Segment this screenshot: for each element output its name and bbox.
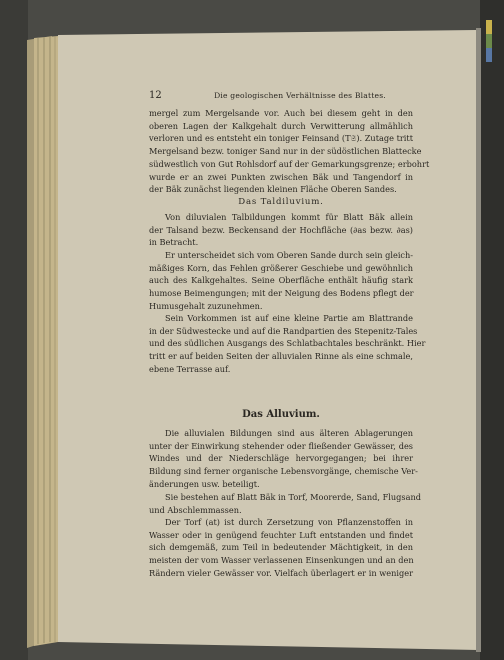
paragraph-7 xyxy=(149,516,413,580)
page-number: 12 xyxy=(149,90,162,101)
text-line: Sie bestehen auf Blatt Bäk in Torf, Moorerde, Sand, Flugsand xyxy=(165,492,421,502)
text-line: auch des Kalkgehaltes. Seine Oberfläche enthält häufig stark xyxy=(149,275,413,286)
heading-alluvium: Das Alluvium. xyxy=(242,409,320,420)
paragraph-1 xyxy=(149,107,430,196)
text-line: Humusgehalt zuzunehmen. xyxy=(149,300,263,311)
text-line: Der Torf (at) ist durch Zersetzung von Pflanzenstoffen in xyxy=(165,517,413,527)
text-line: unter der Einwirkung stehender oder fließender Gewässer, des xyxy=(149,440,413,451)
text-line: mergel zum Mergelsande vor. Auch bei diesem geht in den xyxy=(149,108,413,118)
text-line: änderungen usw. beteiligt. xyxy=(149,478,260,489)
text-line: in Betracht. xyxy=(149,237,199,248)
paragraph-5 xyxy=(149,427,418,491)
text-line: ebene Terrasse auf. xyxy=(149,363,231,374)
text-line: Rändern vieler Gewässer vor. Vielfach überlagert er in weniger xyxy=(149,567,413,578)
text-line: Die alluvialen Bildungen sind aus älteren Ablagerungen xyxy=(165,428,413,438)
text-line: Er unterscheidet sich vom Oberen Sande durch sein gleich- xyxy=(165,250,414,260)
paragraph-4 xyxy=(149,312,426,376)
text-line: humose Beimengungen; mit der Neigung des Bodens pflegt der xyxy=(149,288,414,299)
text-line: oberen Lagen der Kalkgehalt durch Verwitterung allmählich xyxy=(149,120,413,131)
text-line: Mergelsand bezw. toniger Sand nur in der südöstlichen Blattecke xyxy=(149,146,422,157)
text-line: der Talsand bezw. Beckensand der Hochfläche (∂as bezw. ∂as) xyxy=(149,224,413,235)
text-line: tritt er auf beiden Seiten der alluvialen Rinne als eine schmale, xyxy=(149,351,413,362)
paragraph-2 xyxy=(149,211,413,249)
text-line: wurde er an zwei Punkten zwischen Bäk und Tangendorf in xyxy=(149,171,413,182)
text-line: verloren und es entsteht ein toniger Feinsand (T𝔖). Zutage tritt xyxy=(149,133,413,144)
text-line: südwestlich von Gut Rohlsdorf auf der Gemarkungsgrenze; erbohrt xyxy=(149,158,430,169)
heading-taldiluvium: Das Taldiluvium. xyxy=(238,197,324,207)
paragraph-6 xyxy=(149,491,421,516)
text-line: Sein Vorkommen ist auf eine kleine Partie am Blattrande xyxy=(165,313,413,323)
text-line: Bildung sind ferner organische Lebensvorgänge, chemische Ver- xyxy=(149,466,418,477)
text-line: Wasser oder in genügend feuchter Luft entstanden und findet xyxy=(149,529,413,540)
text-line: mäßiges Korn, das Fehlen größerer Geschiebe und gewöhnlich xyxy=(149,262,413,273)
text-line: meisten der vom Wasser verlassenen Einsenkungen und an den xyxy=(149,555,414,566)
text-line: sich demgemäß, zum Teil in bedeutender Mächtigkeit, in den xyxy=(149,542,413,553)
text-line: in der Südwestecke und auf die Randpartien des Stepenitz-Tales xyxy=(149,325,418,336)
text-line: der Bäk zunächst liegenden kleinen Fläche Oberen Sandes. xyxy=(149,184,397,195)
paragraph-3 xyxy=(149,249,413,313)
text-line: und des südlichen Ausgangs des Schlatbachtales beschränkt. Hier xyxy=(149,338,426,349)
running-title: Die geologischen Verhältnisse des Blattes. xyxy=(214,91,386,100)
text-line: Windes und der Niederschläge hervorgegangen; bei ihrer xyxy=(149,453,413,464)
text-line: Von diluvialen Talbildungen kommt für Blatt Bäk allein xyxy=(165,212,413,222)
text-line: und Abschlemmassen. xyxy=(149,504,242,515)
